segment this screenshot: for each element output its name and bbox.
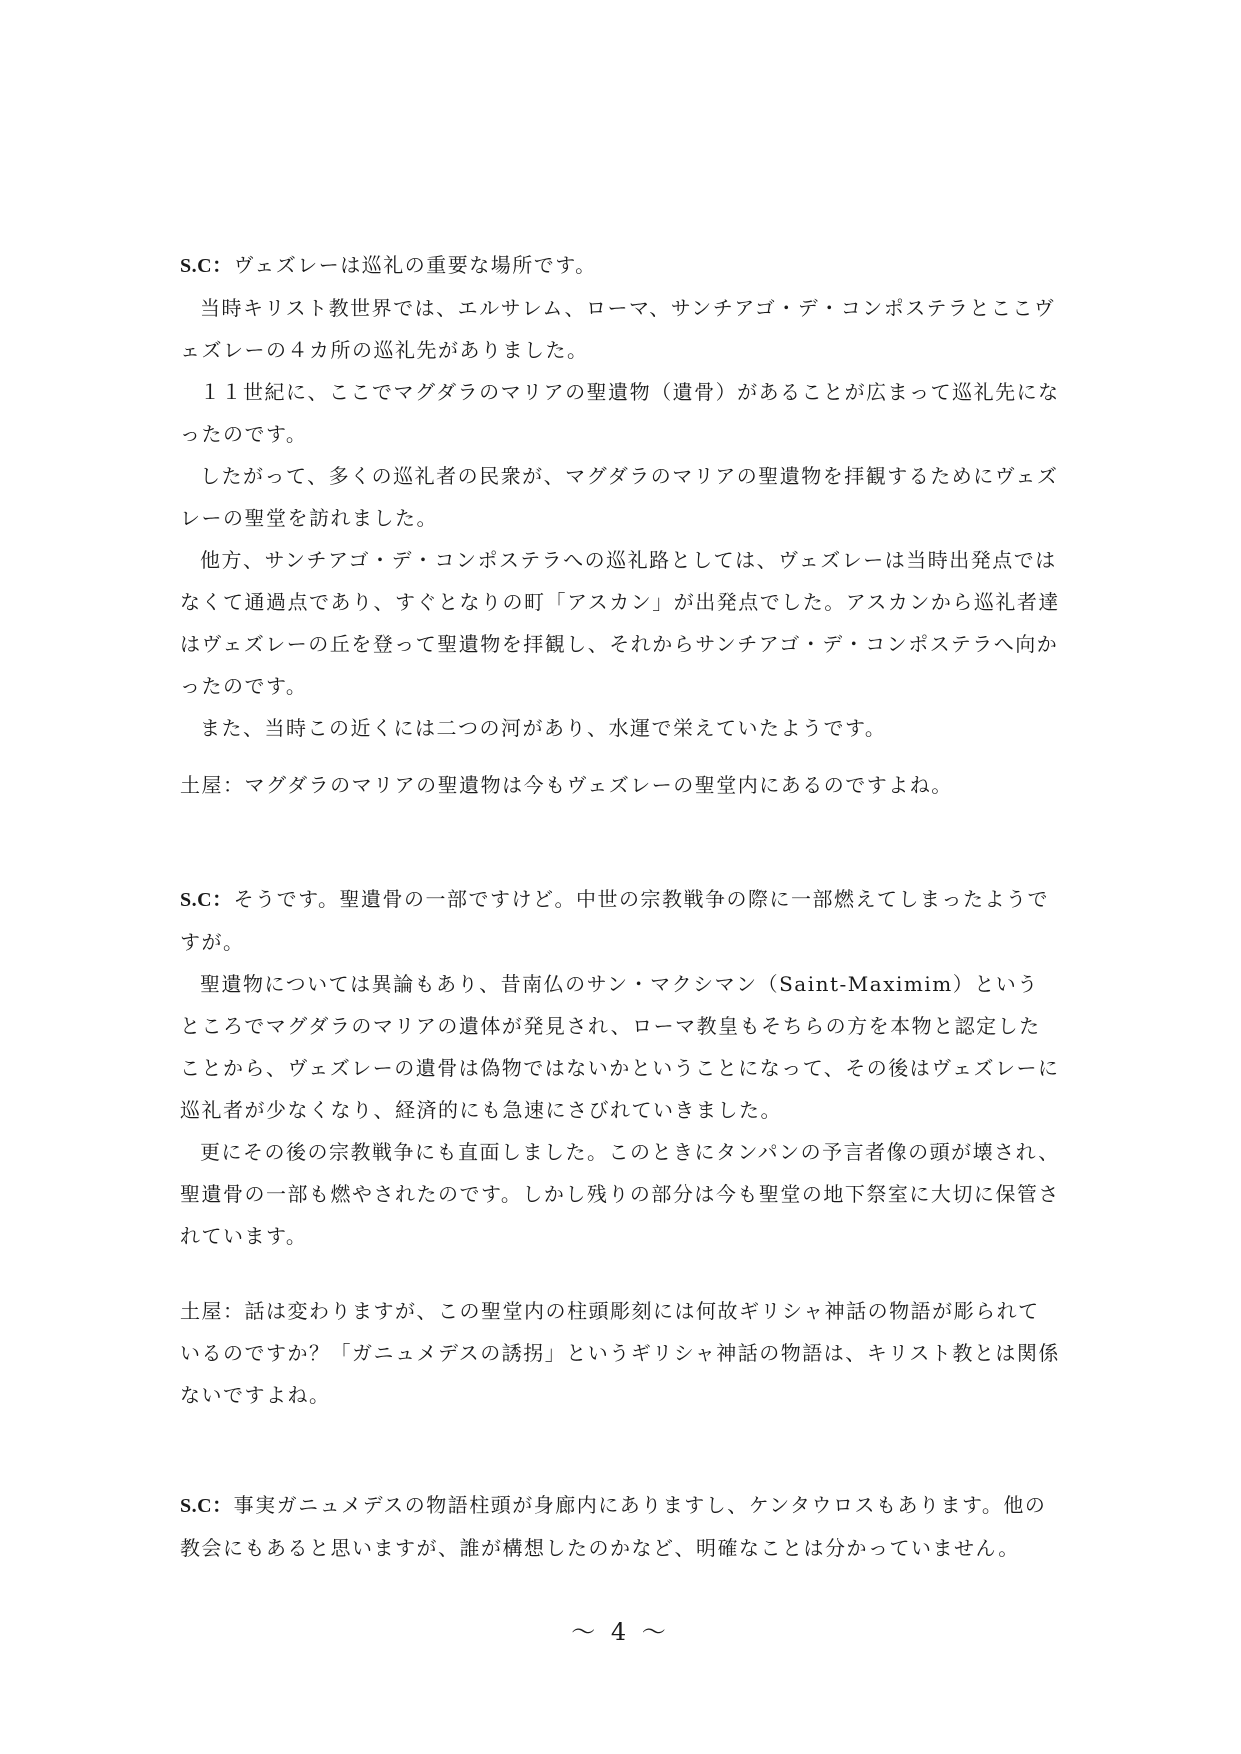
paragraph: したがって、多くの巡礼者の民衆が、マグダラのマリアの聖遺物を拝観するためにヴェズレーの聖堂を訪れました。	[180, 464, 1059, 530]
paragraph: １１世紀に、ここでマグダラのマリアの聖遺物（遺骨）があることが広まって巡礼先になったのです。	[180, 380, 1060, 446]
speaker-label: 土屋	[180, 1299, 223, 1323]
speaker-separator: ：	[223, 773, 245, 797]
speaker-label: 土屋	[180, 773, 223, 797]
section-4-opening	[180, 1290, 1060, 1416]
dialogue-section-1	[180, 244, 1060, 749]
speaker-label: S.C	[180, 889, 213, 911]
opening-text: マグダラのマリアの聖遺物は今もヴェズレーの聖堂内にあるのですよね。	[244, 773, 953, 797]
section-5-opening	[180, 1484, 1060, 1569]
paragraph: 他方、サンチアゴ・デ・コンポステラへの巡礼路としては、ヴェズレーは当時出発点ではなくて通過点であり、すぐとなりの町「アスカン」が出発点でした。アスカンから巡礼者達はヴェズレーの丘を登って聖遺物を拝観し、それからサンチアゴ・デ・コンポステラへ向かったのです。	[180, 548, 1060, 698]
dialogue-section-3	[180, 878, 1060, 1257]
speaker-label: S.C	[180, 1495, 213, 1517]
dialogue-section-4	[180, 1290, 1060, 1416]
paragraph: 聖遺物については異論もあり、昔南仏のサン・マクシマン（Saint-Maximim）というところでマグダラのマリアの遺体が発見され、ローマ教皇もそちらの方を本物と認定したことから、ヴェズレーの遺骨は偽物ではないかということになって、その後はヴェズレーに巡礼者が少なくなり、経済的にも急速にさびれていきました。	[180, 972, 1060, 1122]
dialogue-section-2	[180, 764, 1060, 806]
opening-text: ヴェズレーは巡礼の重要な場所です。	[233, 253, 597, 277]
dialogue-section-5	[180, 1484, 1060, 1569]
opening-text: 事実ガニュメデスの物語柱頭が身廊内にありますし、ケンタウロスもあります。他の教会にもあると思いますが、誰が構想したのかなど、明確なことは分かっていません。	[180, 1493, 1047, 1560]
opening-text: 話は変わりますが、この聖堂内の柱頭彫刻には何故ギリシャ神話の物語が彫られているのですか？「ガニュメデスの誘拐」というギリシャ神話の物語は、キリスト教とは関係ないですよね。	[180, 1299, 1060, 1407]
speaker-separator: ：	[212, 887, 234, 911]
page-number: ～ 4 ～	[571, 1618, 670, 1646]
paragraph: 更にその後の宗教戦争にも直面しました。このときにタンパンの予言者像の頭が壊され、聖遺骨の一部も燃やされたのです。しかし残りの部分は今も聖堂の地下祭室に大切に保管されています。	[180, 1140, 1060, 1248]
speaker-separator: ：	[223, 1299, 245, 1323]
speaker-label: S.C	[180, 255, 213, 277]
paragraph: また、当時この近くには二つの河があり、水運で栄えていたようです。	[200, 716, 887, 740]
speaker-separator: ：	[212, 253, 234, 277]
section-1-opening	[180, 244, 1060, 287]
section-3-opening	[180, 878, 1060, 963]
paragraph: 当時キリスト教世界では、エルサレム、ローマ、サンチアゴ・デ・コンポステラとここヴェズレーの４カ所の巡礼先がありました。	[180, 296, 1056, 362]
speaker-separator: ：	[212, 1493, 234, 1517]
section-2-opening	[180, 764, 1060, 806]
opening-text: そうです。聖遺骨の一部ですけど。中世の宗教戦争の際に一部燃えてしまったようですが。	[180, 887, 1049, 954]
